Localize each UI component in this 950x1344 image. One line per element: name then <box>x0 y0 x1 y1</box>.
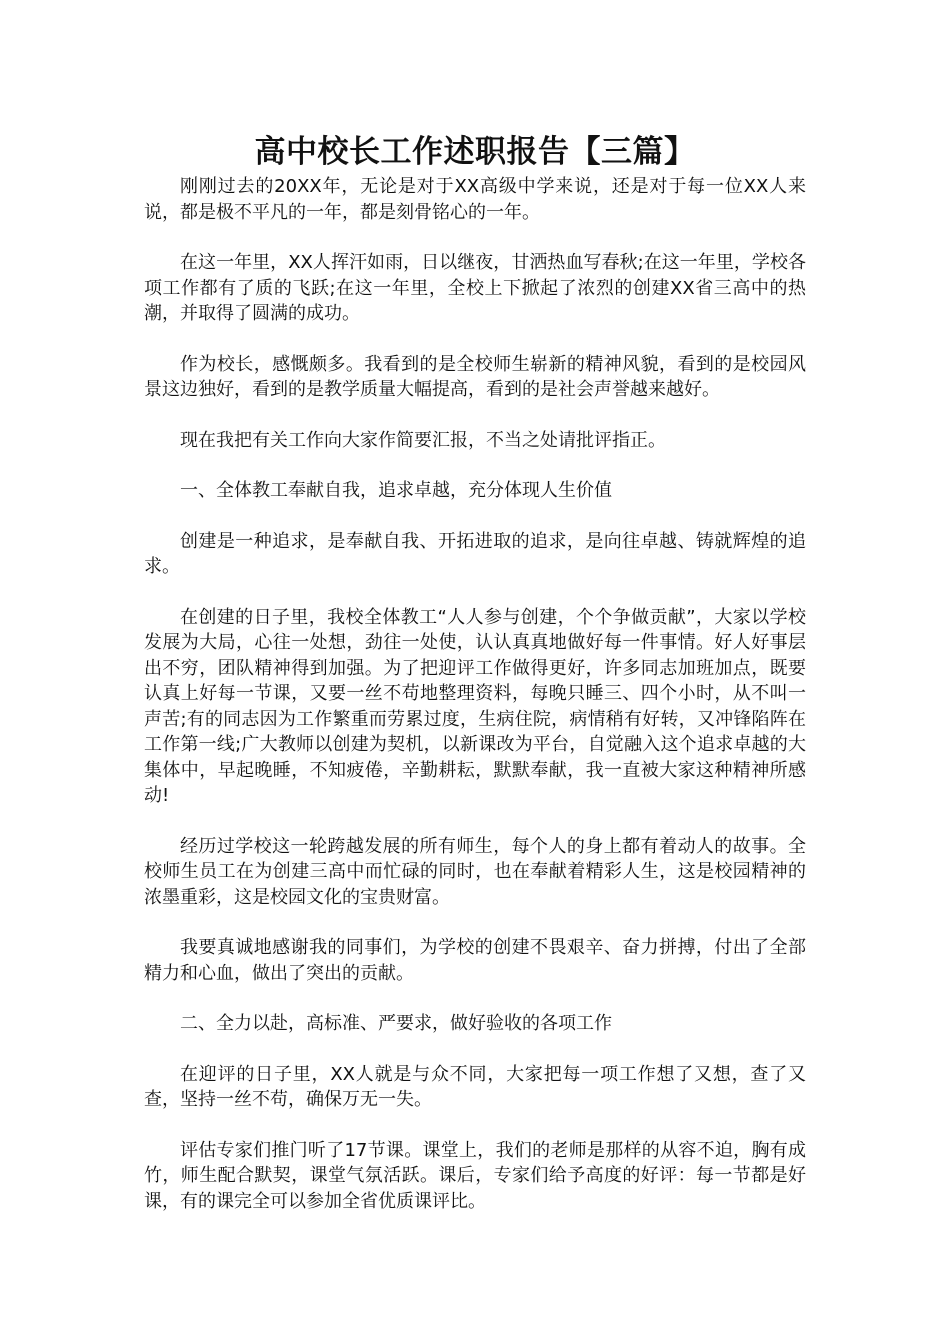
section-heading: 二、全力以赴，高标准、严要求，做好验收的各项工作 <box>180 1013 612 1034</box>
paragraph: 我要真诚地感谢我的同事们，为学校的创建不畏艰辛、奋力拼搏，付出了全部精力和心血，做出了突出的贡献。 <box>144 937 806 984</box>
paragraph: 创建是一种追求，是奉献自我、开拓进取的追求，是向往卓越、铸就辉煌的追求。 <box>144 530 806 577</box>
document-title: 高中校长工作述职报告【三篇】 <box>254 134 696 170</box>
document-body <box>144 174 806 1239</box>
paragraph: 在迎评的日子里，XX人就是与众不同，大家把每一项工作想了又想，查了又查，坚持一丝不苟，确保万无一失。 <box>144 1063 806 1110</box>
section-heading: 一、全体教工奉献自我，追求卓越，充分体现人生价值 <box>180 480 612 501</box>
paragraph: 作为校长，感慨颇多。我看到的是全校师生崭新的精神风貌，看到的是校园风景这边独好，看到的是教学质量大幅提高，看到的是社会声誉越来越好。 <box>144 353 806 400</box>
paragraph: 经历过学校这一轮跨越发展的所有师生，每个人的身上都有着动人的故事。全校师生员工在为创建三高中而忙碌的同时，也在奉献着精彩人生，这是校园精神的浓墨重彩，这是校园文化的宝贵财富。 <box>144 835 806 908</box>
paragraph: 在这一年里，XX人挥汗如雨，日以继夜，甘洒热血写春秋;在这一年里，学校各项工作都有了质的飞跃;在这一年里，全校上下掀起了浓烈的创建XX省三高中的热潮，并取得了圆满的成功。 <box>144 252 806 324</box>
paragraph: 现在我把有关工作向大家作简要汇报，不当之处请批评指正。 <box>180 429 666 451</box>
paragraph: 在创建的日子里，我校全体教工“人人参与创建，个个争做贡献”，大家以学校发展为大局，心往一处想，劲往一处使，认认真真地做好每一件事情。好人好事层出不穷，团队精神得到加强。为了把迎评工作做得更好，许多同志加班加点，既要认真上好每一节课，又要一丝不苟地整理资料，每晚只睡三、四个小时，从不叫一声苦;有的同志因为工作繁重而劳累过度，生病住院，病情稍有好转，又冲锋陷阵在工作第一线;广大教师以创建为契机，以新课改为平台，自觉融入这个追求卓越的大集体中，早起晚睡，不知疲倦，辛勤耕耘，默默奉献，我一直被大家这种精神所感动! <box>144 606 806 806</box>
paragraph: 评估专家们推门听了17节课。课堂上，我们的老师是那样的从容不迫，胸有成竹，师生配合默契，课堂气氛活跃。课后，专家们给予高度的好评：每一节都是好课，有的课完全可以参加全省优质课评比。 <box>144 1139 806 1212</box>
paragraph: 刚刚过去的20XX年，无论是对于XX高级中学来说，还是对于每一位XX人来说，都是极不平凡的一年，都是刻骨铭心的一年。 <box>144 176 806 223</box>
